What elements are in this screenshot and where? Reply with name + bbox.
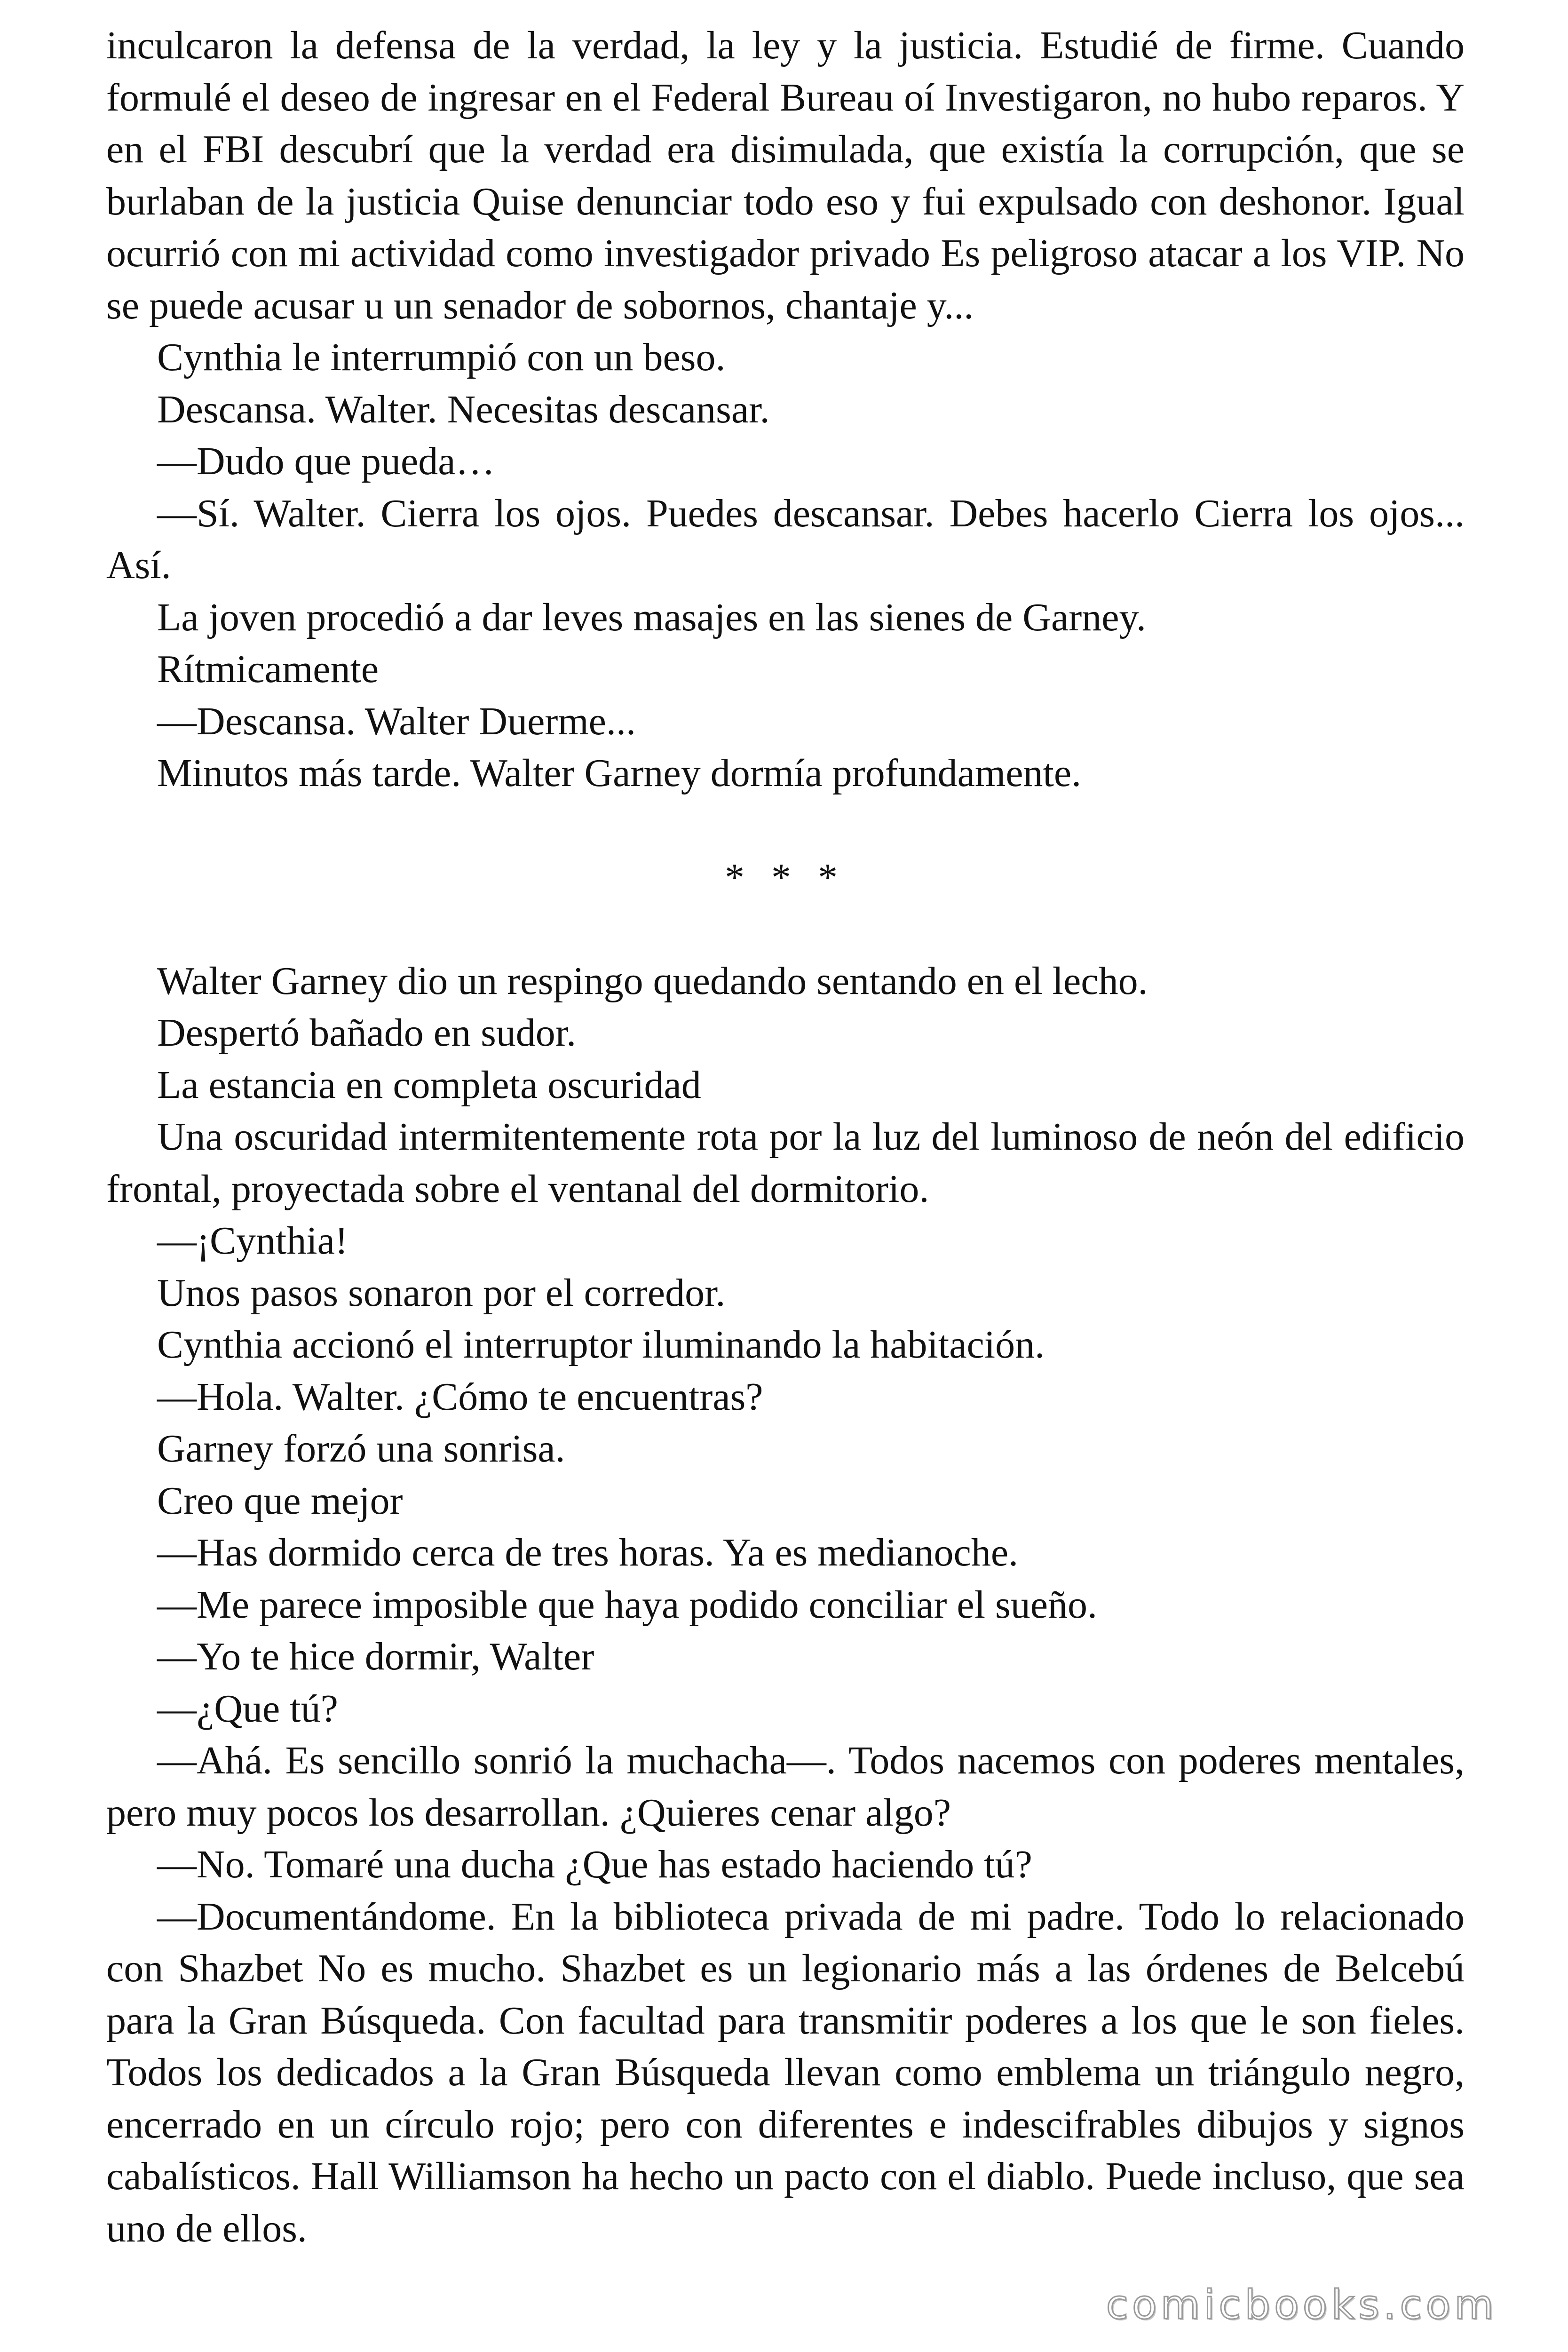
- paragraph: —Has dormido cerca de tres horas. Ya es medianoche.: [157, 1531, 1019, 1574]
- paragraph: Creo que mejor: [157, 1478, 403, 1523]
- paragraph: Unos pasos sonaron por el corredor.: [157, 1271, 726, 1315]
- paragraph: Descansa. Walter. Necesitas descansar.: [157, 387, 770, 431]
- paragraph: Garney forzó una sonrisa.: [157, 1427, 565, 1470]
- paragraph: Despertó bañado en sudor.: [157, 1011, 577, 1055]
- paragraph: —No. Tomaré una ducha ¿Que has estado haciendo tú?: [157, 1843, 1032, 1886]
- paragraph: —Ahá. Es sencillo sonrió la muchacha—. Todos nacemos con poderes mentales, pero muy pocos los desarrollan. ¿Quieres cenar algo?: [106, 1739, 1465, 1835]
- paragraph: La estancia en completa oscuridad: [157, 1063, 701, 1107]
- paragraph: Una oscuridad intermitentemente rota por la luz del luminoso de neón del edificio frontal, proyectada sobre el ventanal del dormitorio.: [106, 1115, 1465, 1211]
- paragraph: Cynthia accionó el interruptor iluminando la habitación.: [157, 1323, 1045, 1367]
- paragraph: —Hola. Walter. ¿Cómo te encuentras?: [157, 1375, 763, 1419]
- paragraph: —Documentándome. En la biblioteca privada de mi padre. Todo lo relacionado con Shazbet No es mucho. Shazbet es un legionario más a las órdenes de Belcebú para la Gran Búsqueda. Con facultad para transmitir poderes a los que le son fieles. Todos los dedicados a la Gran Búsqueda llevan como emblema un triángulo negro, encerrado en un círculo rojo; pero con diferentes e indescifrables dibujos y signos cabalísticos. Hall Williamson ha hecho un pacto con el diablo. Puede incluso, que sea uno de ellos.: [106, 1894, 1465, 2250]
- body-text: [106, 20, 1465, 2255]
- paragraph: —Me parece imposible que haya podido conciliar el sueño.: [157, 1582, 1098, 1627]
- watermark-logo: comicbooks.com: [1106, 2281, 1497, 2328]
- paragraph: Walter Garney dio un respingo quedando sentando en el lecho.: [157, 959, 1148, 1003]
- section-separator: * * *: [725, 855, 846, 899]
- paragraph: Minutos más tarde. Walter Garney dormía profundamente.: [157, 751, 1082, 795]
- paragraph: Rítmicamente: [157, 647, 379, 691]
- paragraph: —Dudo que pueda…: [157, 439, 495, 483]
- paragraph: —Sí. Walter. Cierra los ojos. Puedes descansar. Debes hacerlo Cierra los ojos... Así.: [106, 491, 1465, 587]
- paragraph: —Descansa. Walter Duerme...: [157, 699, 636, 743]
- paragraph: —¡Cynthia!: [157, 1219, 348, 1263]
- paragraph: —Yo te hice dormir, Walter: [157, 1635, 594, 1678]
- paragraph: inculcaron la defensa de la verdad, la ley y la justicia. Estudié de firme. Cuando formulé el deseo de ingresar en el Federal Bureau oí Investigaron, no hubo reparos. Y en el FBI descubrí que la verdad era disimulada, que existía la corrupción, que se burlaban de la justicia Quise denunciar todo eso y fui expulsado con deshonor. Igual ocurrió con mi actividad como investigador privado Es peligroso atacar a los VIP. No se puede acusar u un senador de sobornos, chantaje y...: [106, 24, 1465, 327]
- paragraph: —¿Que tú?: [157, 1686, 338, 1731]
- paragraph: La joven procedió a dar leves masajes en las sienes de Garney.: [157, 595, 1147, 639]
- paragraph: Cynthia le interrumpió con un beso.: [157, 335, 726, 379]
